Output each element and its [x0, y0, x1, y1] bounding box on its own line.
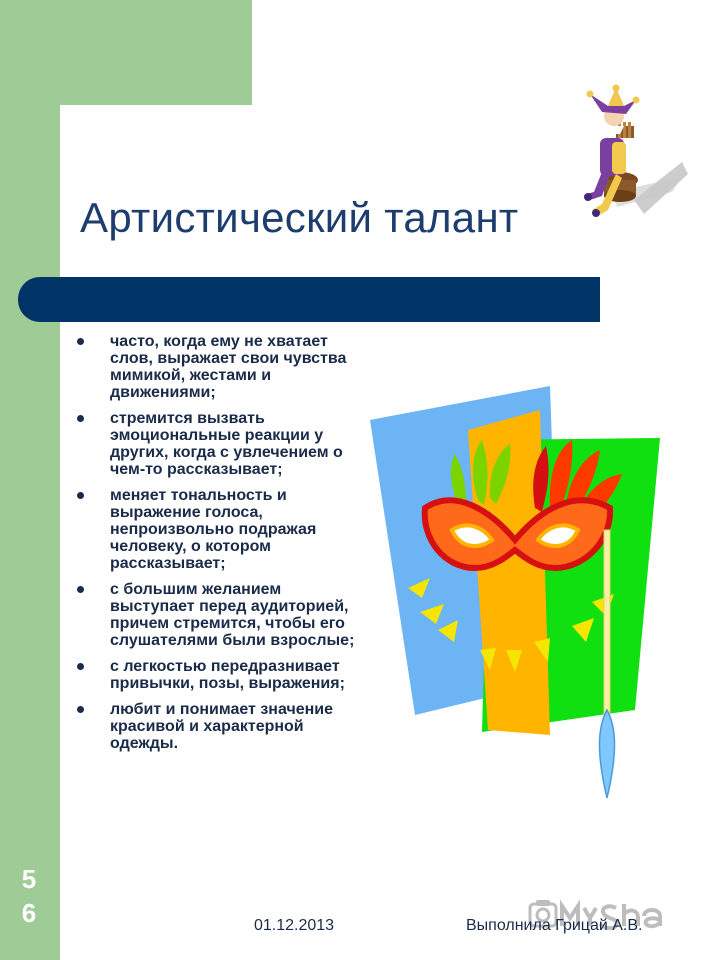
footer-date: 01.12.2013: [254, 917, 335, 934]
bullet-item: стремится вызвать эмоциональные реакции у других, когда с увлечением о чем-то рассказывает;: [70, 410, 370, 478]
left-sidebar-bar: [0, 0, 60, 960]
title-banner: [18, 277, 600, 322]
slide-title: Артистический талант: [80, 194, 519, 241]
bullet-item: меняет тональность и выражение голоса, непроизвольно подражая человеку, о котором рассказывает;: [70, 487, 370, 572]
carnival-mask-image: [360, 380, 670, 800]
bullet-item: с легкостью передразнивает привычки, позы, выражения;: [70, 658, 370, 692]
bullet-item: с большим желанием выступает перед аудиторией, причем стремится, чтобы его слушателями были взрослые;: [70, 581, 370, 649]
jester-clipart-image: [572, 82, 692, 227]
page-number-line: 6: [21, 898, 37, 928]
top-decor-block: [60, 0, 252, 105]
footer-author: Выполнила Грицай А.В.: [466, 917, 643, 934]
page-number-line: 5: [21, 864, 37, 894]
page-number: [14, 862, 44, 930]
bullet-item: любит и понимает значение красивой и характерной одежды.: [70, 701, 370, 752]
bullet-list: [70, 333, 370, 761]
bullet-item: часто, когда ему не хватает слов, выражает свои чувства мимикой, жестами и движениями;: [70, 333, 370, 401]
